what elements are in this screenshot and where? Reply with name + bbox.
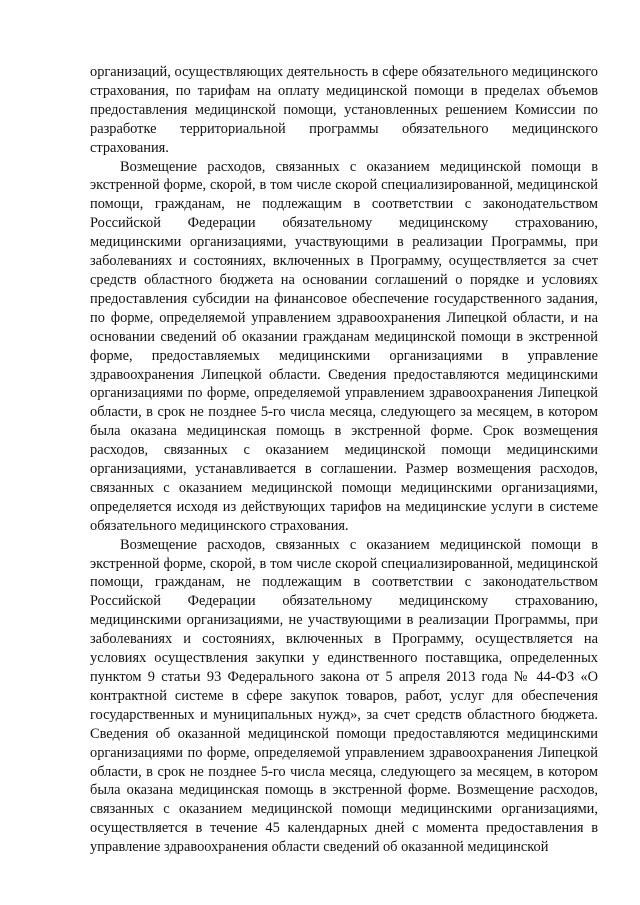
paragraph-participating-organizations: Возмещение расходов, связанных с оказанием медицинской помощи в экстренной форме, скорой, в том числе скорой специализированной, медицинской помощи, гражданам, не подлежащим в соответствии с законодательством Российской Федерации обязательному медицинскому страхованию, медицинскими организациями, участвующими в реализации Программы, при заболеваниях и состояниях, включенных в Программу, осуществляется за счет средств областного бюджета на основании соглашений о порядке и условиях предоставления субсидии на финансовое обеспечение государственного задания, по форме, определяемой управлением здравоохранения Липецкой области, и на основании сведений об оказании гражданам медицинской помощи в экстренной форме, предоставляемых медицинскими организациями в управление здравоохранения Липецкой области. Сведения предоставляются медицинскими организациями по форме, определяемой управлением здравоохранения Липецкой области, в срок не позднее 5-го числа месяца, следующего за месяцем, в котором была оказана медицинская помощь в экстренной форме. Срок возмещения расходов, связанных с оказанием медицинской помощи медицинскими организациями, устанавливается в соглашении. Размер возмещения расходов, связанных с оказанием медицинской помощи медицинскими организациями, определяется исходя из действующих тарифов на медицинские услуги в системе обязательного медицинского страхования. <box>90 158 598 534</box>
paragraph-continuation: организаций, осуществляющих деятельность в сфере обязательного медицинского страхования, по тарифам на оплату медицинской помощи в пределах объемов предоставления медицинской помощи, установленных решением Комиссии по разработке территориальной программы обязательного медицинского страхования. <box>90 64 598 156</box>
paragraph-non-participating-organizations: Возмещение расходов, связанных с оказанием медицинской помощи в экстренной форме, скорой, в том числе скорой специализированной, медицинской помощи, гражданам, не подлежащим в соответствии с законодательством Российской Федерации обязательному медицинскому страхованию, медицинскими организациями, не участвующими в реализации Программы, при заболеваниях и состояниях, включенных в Программу, осуществляется на условиях осуществления закупки у единственного поставщика, определенных пунктом 9 статьи 93 Федерального закона от 5 апреля 2013 года № 44-ФЗ «О контрактной системе в сфере закупок товаров, работ, услуг для обеспечения государственных и муниципальных нужд», за счет средств областного бюджета. Сведения об оказанной медицинской помощи предоставляются медицинскими организациями по форме, определяемой управлением здравоохранения Липецкой области, в срок не позднее 5-го числа месяца, следующего за месяцем, в котором была оказана медицинская помощь в экстренной форме. Возмещение расходов, связанных с оказанием медицинской помощи медицинскими организациями, осуществляется в течение 45 календарных дней с момента предоставления в управление здравоохранения области сведений об оказанной медицинской <box>90 536 598 856</box>
document-page <box>90 63 598 857</box>
